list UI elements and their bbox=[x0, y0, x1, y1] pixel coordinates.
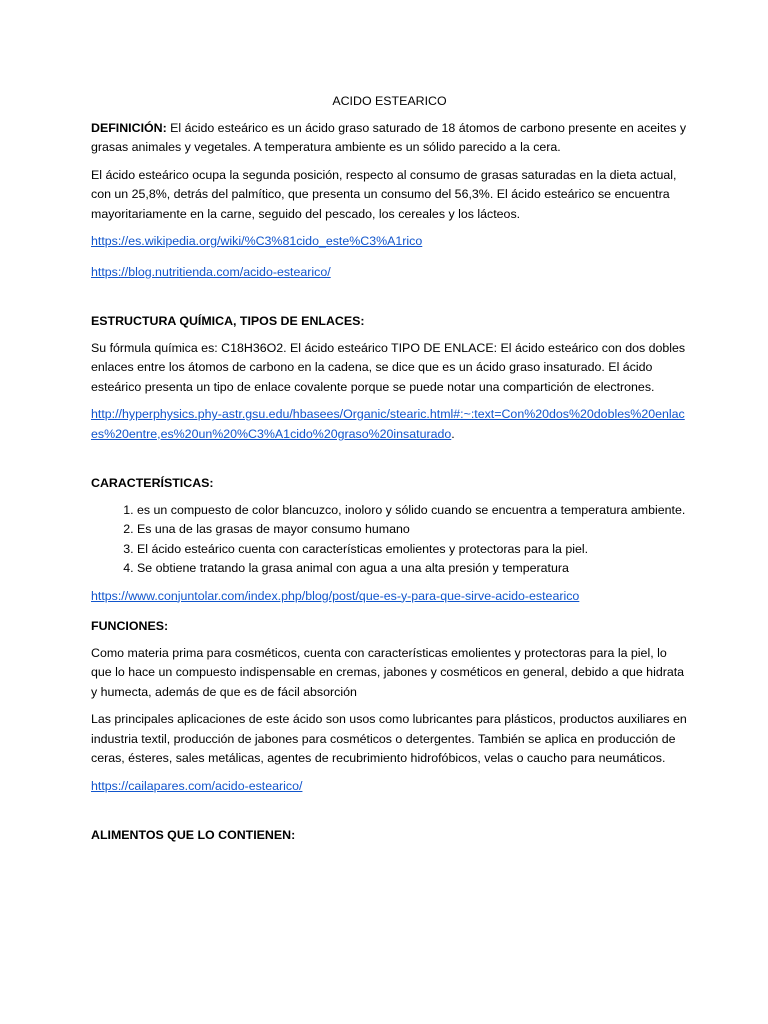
definicion-paragraph bbox=[91, 119, 688, 158]
conjuntolar-link-line bbox=[91, 587, 688, 607]
cailapares-link[interactable]: https://cailapares.com/acido-estearico/ bbox=[91, 778, 303, 793]
caracteristicas-heading: CARACTERÍSTICAS: bbox=[91, 476, 214, 490]
list-item: 3. El ácido esteárico cuenta con características emolientes y protectoras para la piel. bbox=[137, 540, 688, 560]
list-item: 2. Es una de las grasas de mayor consumo humano bbox=[137, 520, 688, 540]
definicion-text: El ácido esteárico es un ácido graso saturado de 18 átomos de carbono presente en aceites y grasas animales y vegetales. A temperatura ambiente es un sólido parecido a la cera. bbox=[91, 120, 687, 154]
definicion-label: DEFINICIÓN: bbox=[91, 120, 167, 135]
list-item: 1. es un compuesto de color blancuzco, inoloro y sólido cuando se encuentra a temperatura ambiente. bbox=[137, 501, 688, 521]
wikipedia-link[interactable]: https://es.wikipedia.org/wiki/%C3%81cido_este%C3%A1rico bbox=[91, 234, 423, 248]
section-gap bbox=[91, 807, 688, 826]
section-gap bbox=[91, 455, 688, 474]
funciones-paragraph-2: Las principales aplicaciones de este ácido son usos como lubricantes para plásticos, productos auxiliares en industria textil, producción de jabones para cosméticos o detergentes. También se aplica en producción de ceras, ésteres, sales metálicas, agentes de recubrimiento hidrofóbicos, velas o caucho para neumáticos. bbox=[91, 712, 687, 765]
hyperphysics-link-line bbox=[91, 405, 688, 444]
wikipedia-link-line bbox=[91, 232, 688, 252]
hyperphysics-link-suffix: . bbox=[451, 426, 455, 441]
list-item: 4. Se obtiene tratando la grasa animal con agua a una alta presión y temperatura bbox=[137, 559, 688, 579]
nutritienda-link-line bbox=[91, 263, 688, 283]
funciones-heading: FUNCIONES: bbox=[91, 619, 169, 633]
estructura-paragraph: Su fórmula química es: C18H36O2. El ácido esteárico TIPO DE ENLACE: El ácido esteárico con dos dobles enlaces entre los átomos de carbono en la cadena, se dice que es un ácido graso insaturado. El ácido esteárico presenta un tipo de enlace covalente porque se puede notar una compartición de electrones. bbox=[91, 340, 686, 394]
nutritienda-link[interactable]: https://blog.nutritienda.com/acido-estearico/ bbox=[91, 264, 331, 279]
document-title: ACIDO ESTEARICO bbox=[332, 94, 447, 108]
funciones-paragraph-1: Como materia prima para cosméticos, cuenta con características emolientes y protectoras para la piel, lo que lo hace un compuesto indispensable en cremas, jabones y cosméticos en general, debido a que hidrata y humecta, además de que es de fácil absorción bbox=[91, 645, 685, 699]
alimentos-heading: ALIMENTOS QUE LO CONTIENEN: bbox=[91, 828, 296, 842]
estructura-heading: ESTRUCTURA QUÍMICA, TIPOS DE ENLACES: bbox=[91, 314, 365, 328]
consumo-paragraph: El ácido esteárico ocupa la segunda posición, respecto al consumo de grasas saturadas en la dieta actual, con un 25,8%, detrás del palmítico, que presenta un consumo del 56,3%. El ácido esteárico se encuentra mayoritariamente en la carne, seguido del pescado, los cereales y los lácteos. bbox=[91, 167, 677, 221]
hyperphysics-link[interactable]: http://hyperphysics.phy-astr.gsu.edu/hbasees/Organic/stearic.html#:~:text=Con%20dos%20dobles%20enlaces%20entre,es%20un%20%C3%A1cido%20graso%20insaturado bbox=[91, 407, 685, 441]
caracteristicas-list bbox=[91, 501, 688, 579]
conjuntolar-link[interactable]: https://www.conjuntolar.com/index.php/blog/post/que-es-y-para-que-sirve-acido-estearico bbox=[91, 588, 580, 603]
cailapares-link-line bbox=[91, 777, 688, 797]
section-gap bbox=[91, 293, 688, 312]
